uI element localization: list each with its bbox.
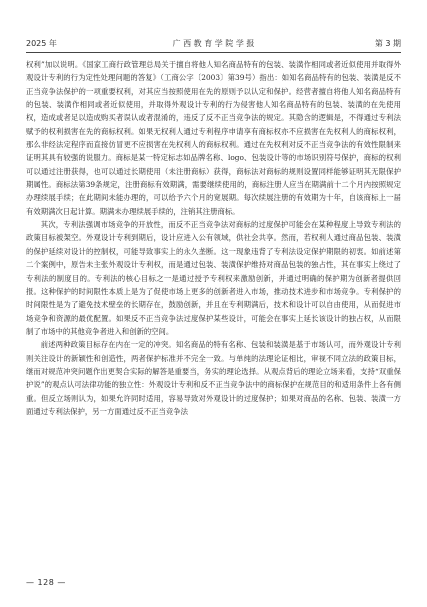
paragraph-2: 其次，专利法强调市场竞争的开放性，而反不正当竞争法对商标的过度保护可能会在某种程度上导致专利法的政策目标被架空。外观设计专利到期后，设计应进入公有领域，供社会共享。然而，若权利人通过商品包装、装潢的保护延续对设计的控制权，可能导致事实上的永久垄断。这一现象违背了专利法设定保护期限的初衷。如前述第二个案例中，原告未主张外观设计专利权，而是通过包装、装潢保护维持对商品包装的独占性，其在事实上绕过了专利法的制度目的。专利法的核心目标之一是通过授予专利权来激励创新，并通过明确的保护期为创新者提供回报。这种保护的时间限性本质上是为了促使市场上更多的创新者进入市场，推动技术进步和市场竞争。专利保护的时间限性是为了避免技术壁垒的长期存在，鼓励创新，并且在专利期满后，技术和设计可以自由使用，从而促进市场竞争和资源的最优配置。如果反不正当竞争法过度保护某些设计，可能会在事实上延长该设计的独占权，从而限制了市场中的其他竞争者进入和创新的空间。 bbox=[26, 220, 401, 336]
article-body bbox=[26, 58, 401, 418]
page-number: — 128 — bbox=[26, 578, 66, 587]
journal-title: 广 西 教 育 学 院 学 报 bbox=[172, 39, 255, 48]
header-divider bbox=[26, 52, 401, 53]
paragraph-3: 前述两种政策目标存在内在一定的冲突。知名商品的特有名称、包装和装潢是基于市场认可，而外观设计专利则关注设计的新颖性和创造性，两者保护标准并不完全一致。与单纯的法理论证相比，审视不同立法的政策目标，继而对规范冲突问题作出更契合实际的解答是重要当，务实的理论选择。从观点背后的理论立场来看，支持“双重保护说”的观点认可法律功能的独立性：外观设计专利和反不正当竞争法中的商标保护在规范目的和适用条件上各有侧重。但反立场则认为，如果允许同时适用，容易导致对外观设计的过度保护；如果对商品的名称、包装、装潢一方面通过专利法保护，另一方面通过反不正当竞争法 bbox=[26, 340, 401, 416]
running-header bbox=[26, 37, 401, 51]
paragraph-1: 权利”加以说明。《国家工商行政管理总局关于擅自将他人知名商品特有的包装、装潢作相同或者近似使用并取得外观设计专利的行为定性处理问题的答复》（工商公字〔2003〕第39号）指出：如知名商品特有的包装、装潢是反不正当竞争法保护的一项重要权利，对其应当按照使用在先的原则予以认定和保护。经营者擅自将他人知名商品特有的包装、装潢作相同或者近似使用，并取得外观设计专利的行为侵害他人知名商品特有的包装、装潢的在先使用权，造成或者足以造成购买者误认或者混淆的，违反了反不正当竞争法的规定。其隐含的逻辑是，不得通过专利法赋予的权利损害在先的商标权利。如果无权利人通过专利程序申请享有商标权亦不应损害在先权利人的商标权利，那么非经法定程序而直接仿冒更不应损害在先权利人的商标权利。通过在先权利对反不正当竞争法的有效性限制来证明其具有较强的说服力。商标是某一特定标志如品牌名称、logo、包装设计等的市场识别符号保护，商标的权利可以通过注册获得，也可以通过长期使用（未注册商标）获得，商标法对商标的规则设置同样能够证明其无限保护期属性。商标法第39条规定，注册商标有效期满，需要继续使用的，商标注册人应当在期满前十二个月内按照规定办理续展手续；在此期间未能办理的，可以给予六个月的宽展期。每次续展注册的有效期为十年，自该商标上一届有效期满次日起计算。期满未办理续展手续的，注销其注册商标。 bbox=[26, 60, 401, 216]
issue-label: 第 3 期 bbox=[374, 39, 401, 48]
year-label: 2025 年 bbox=[26, 39, 57, 48]
